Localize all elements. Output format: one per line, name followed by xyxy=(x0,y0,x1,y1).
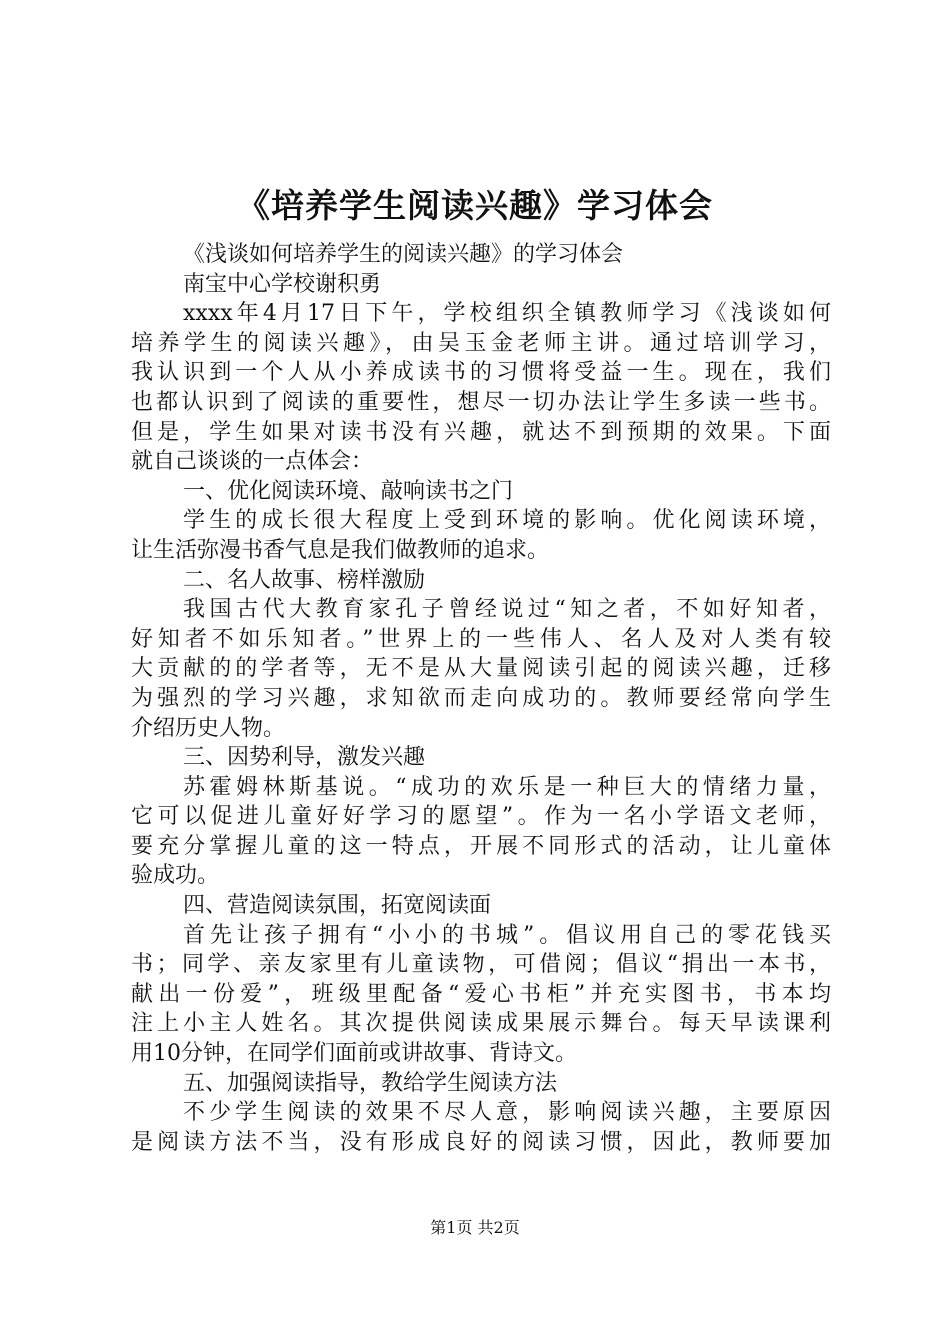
text-line: 介绍历史人物。 xyxy=(131,715,286,741)
text-line: 四、营造阅读氛围，拓宽阅读面 xyxy=(183,893,492,919)
text-line: 献出一份爱”，班级里配备“爱心书柜”并充实图书，书本均 xyxy=(131,981,831,1007)
text-line: 南宝中心学校谢积勇 xyxy=(183,271,382,297)
page-footer: 第1页 共2页 xyxy=(430,1218,520,1237)
text-line: 我国古代大教育家孔子曾经说过“知之者，不如好知者， xyxy=(183,597,831,623)
text-line: 好知者不如乐知者。”世界上的一些伟人、名人及对人类有较 xyxy=(131,626,831,652)
text-line: 学生的成长很大程度上受到环境的影响。优化阅读环境， xyxy=(183,508,831,534)
text-line: 验成功。 xyxy=(131,863,220,889)
document-body xyxy=(131,240,831,1157)
text-line: 是阅读方法不当，没有形成良好的阅读习惯，因此，教师要加 xyxy=(131,1129,831,1155)
text-line: xxxx年4月17日下午，学校组织全镇教师学习《浅谈如何 xyxy=(183,301,831,327)
text-line: 二、名人故事、榜样激励 xyxy=(183,567,426,593)
text-line: 一、优化阅读环境、敲响读书之门 xyxy=(183,478,514,504)
text-line: 为强烈的学习兴趣，求知欲而走向成功的。教师要经常向学生 xyxy=(131,685,831,711)
document-title: 《培养学生阅读兴趣》学习体会 xyxy=(237,186,713,225)
text-line: 注上小主人姓名。其次提供阅读成果展示舞台。每天早读课利 xyxy=(131,1011,831,1037)
text-line: 就自己谈谈的一点体会： xyxy=(131,449,374,475)
text-line: 不少学生阅读的效果不尽人意，影响阅读兴趣，主要原因 xyxy=(183,1100,831,1126)
text-line: 《浅谈如何培养学生的阅读兴趣》的学习体会 xyxy=(183,242,624,267)
text-line: 但是，学生如果对读书没有兴趣，就达不到预期的效果。下面 xyxy=(131,419,831,445)
text-line: 培养学生的阅读兴趣》，由吴玉金老师主讲。通过培训学习， xyxy=(131,330,831,356)
text-line: 首先让孩子拥有“小小的书城”。倡议用自己的零花钱买 xyxy=(183,922,831,948)
text-line: 用10分钟，在同学们面前或讲故事、背诗文。 xyxy=(131,1041,577,1067)
text-line: 苏霍姆林斯基说。“成功的欢乐是一种巨大的情绪力量， xyxy=(183,774,831,800)
text-line: 让生活弥漫书香气息是我们做教师的追求。 xyxy=(131,537,550,563)
text-line: 它可以促进儿童好好学习的愿望”。作为一名小学语文老师， xyxy=(131,804,831,830)
text-line: 五、加强阅读指导，教给学生阅读方法 xyxy=(183,1070,558,1096)
text-line: 三、因势利导，激发兴趣 xyxy=(183,745,426,771)
text-line: 我认识到一个人从小养成读书的习惯将受益一生。现在，我们 xyxy=(131,360,831,386)
text-line: 大贡献的的学者等，无不是从大量阅读引起的阅读兴趣，迁移 xyxy=(131,656,831,682)
text-line: 也都认识到了阅读的重要性，想尽一切办法让学生多读一些书。 xyxy=(131,389,831,415)
text-line: 要充分掌握儿童的这一特点，开展不同形式的活动，让儿童体 xyxy=(131,833,831,859)
text-line: 书；同学、亲友家里有儿童读物，可借阅；倡议“捐出一本书， xyxy=(131,952,831,978)
